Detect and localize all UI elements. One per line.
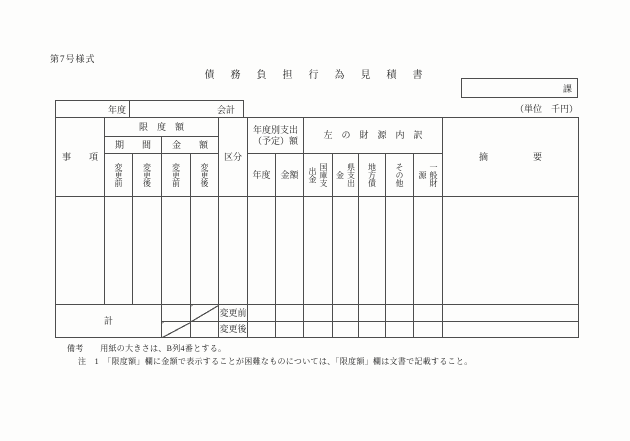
header-amount-after: 変更後: [191, 154, 219, 197]
body-cell-year: [248, 197, 276, 305]
diagonal-cell: [162, 322, 191, 338]
total-label-cell: 計: [56, 305, 162, 338]
total-before-year-cell: [248, 305, 276, 322]
body-cell-other-funds: [386, 197, 414, 305]
header-remarks: 摘 要: [443, 118, 579, 197]
total-before-national-treasury-cell: [304, 305, 333, 322]
body-cell-amount-before: [162, 197, 191, 305]
total-after-local-bonds-cell: [359, 322, 386, 338]
note-1: 注 1 「限度額」欄に金額で表示することが困難なものについては、「限度額」欄は文書で記載すること。: [78, 357, 473, 366]
total-after-amount-after-cell: [191, 322, 219, 338]
form-number: 第7号様式: [50, 54, 96, 64]
header-limit-group: 限 度 額: [105, 118, 219, 137]
body-cell-period-before: [105, 197, 133, 305]
form-title: 債 務 負 担 行 為 見 積 書: [204, 70, 426, 81]
total-before-other-cell: [386, 305, 414, 322]
header-funding-group: 左 の 財 源 内 訳: [304, 118, 443, 154]
year-account-bar: [55, 100, 244, 118]
total-after-row-label: 変更後: [219, 322, 248, 338]
header-period-after: 変更後: [133, 154, 162, 197]
account-cell: [130, 101, 243, 117]
body-cell-amount: [276, 197, 304, 305]
total-after-year-cell: [248, 322, 276, 338]
body-cell-general-funds: [414, 197, 443, 305]
body-cell-prefectural-funds: [333, 197, 359, 305]
body-cell-period-after: [133, 197, 162, 305]
total-after-national-treasury-cell: [304, 322, 333, 338]
total-before-local-bonds-cell: [359, 305, 386, 322]
department-suffix-label: 課: [562, 83, 572, 94]
total-after-amount-cell: [276, 322, 304, 338]
header-national-treasury: 国庫支出金: [304, 154, 333, 197]
body-cell-remarks: [443, 197, 579, 305]
header-prefectural-funds: 県支出金: [333, 154, 359, 197]
header-annual-expenditure-line2: （予定）額: [253, 135, 299, 146]
header-amount-small: 金額: [276, 154, 304, 197]
total-before-general-cell: [414, 305, 443, 322]
header-amount: 金 額: [162, 137, 219, 154]
header-item: 事 項: [56, 118, 105, 197]
total-after-remarks-cell: [443, 322, 579, 338]
total-after-other-cell: [386, 322, 414, 338]
header-period: 期 間: [105, 137, 162, 154]
header-year: 年度: [248, 154, 276, 197]
account-label: 会計: [216, 104, 235, 115]
total-before-amount-cell: [276, 305, 304, 322]
total-before-remarks-cell: [443, 305, 579, 322]
header-category: 区分: [219, 118, 248, 197]
body-cell-item: [56, 197, 105, 305]
header-other-funds: その他: [386, 154, 414, 197]
header-annual-expenditure-line1: 年度別支出: [253, 125, 299, 136]
estimate-table: [55, 117, 579, 338]
total-after-prefectural-cell: [333, 322, 359, 338]
header-amount-before: 変更前: [162, 154, 191, 197]
body-cell-amount-after: [191, 197, 219, 305]
diagonal-cell: [191, 305, 219, 322]
header-local-bonds: 地方債: [359, 154, 386, 197]
body-cell-national-treasury: [304, 197, 333, 305]
total-before-prefectural-cell: [333, 305, 359, 322]
header-general-funds: 一般財源: [414, 154, 443, 197]
total-before-amount-before-cell: [162, 305, 191, 322]
fiscal-year-cell: [56, 101, 130, 117]
total-after-general-cell: [414, 322, 443, 338]
total-before-row-label: 変更前: [219, 305, 248, 322]
fiscal-year-label: 年度: [107, 104, 126, 115]
body-cell-category: [219, 197, 248, 305]
header-annual-expenditure-group: [248, 118, 304, 154]
body-cell-local-bonds: [359, 197, 386, 305]
department-box: [461, 78, 578, 98]
header-period-before: 変更前: [105, 154, 133, 197]
unit-note: （単位 千円）: [514, 104, 578, 114]
paper-size-note: 備考 用紙の大きさは、B列4番とする。: [67, 344, 227, 353]
